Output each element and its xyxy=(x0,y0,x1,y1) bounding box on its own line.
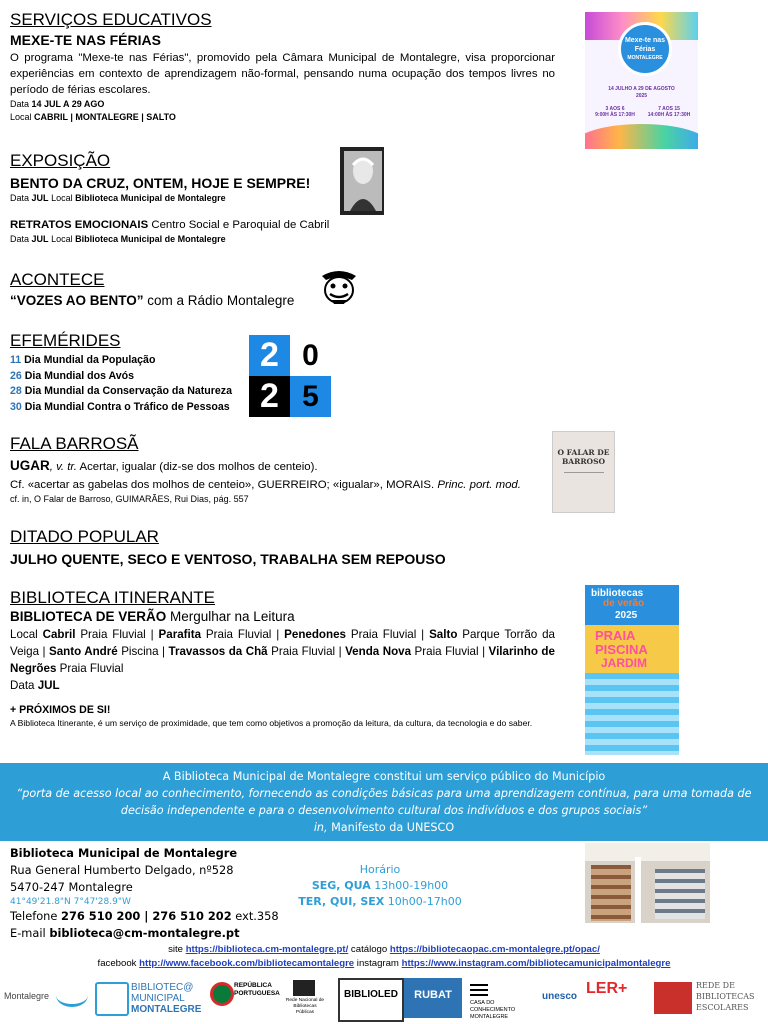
efemerides-heading: EFEMÉRIDES xyxy=(10,331,121,350)
montalegre-logo: Montalegre xyxy=(4,978,89,1018)
contact-coords: 41°49'21.8"N 7°47'28.9"W xyxy=(10,897,131,907)
section-itinerante xyxy=(10,588,555,729)
biblioteca-municipal-logo: BIBLIOTEC@ MUNICIPAL MONTALEGRE xyxy=(95,978,203,1018)
ler-logo: LER+ xyxy=(586,980,628,997)
bento-portrait xyxy=(338,143,388,218)
hours-block xyxy=(290,862,470,910)
mexe-te-poster: Mexe-te nas Férias MONTALEGRE 14 JULHO A 29 DE AGOSTO 2025 3 AOS 6 9:00H ÀS 17:30H 7 AOS 15 14:00H ÀS 17:30H xyxy=(585,12,698,149)
library-photo xyxy=(585,843,710,923)
republica-logo: REPÚBLICA PORTUGUESA xyxy=(210,978,282,1018)
section-ditado xyxy=(10,527,570,568)
itinerante-places: Local Cabril Praia Fluvial | Parafita Praia Fluvial | Penedones Praia Fluvial | Salto Parque Torrão da Veiga | Santo André Piscina | Travassos da Chã Praia Fluvial | Venda Nova Praia Fluvial | Vilarinho de Negrões Praia Fluvial xyxy=(10,628,555,675)
acontece-heading: ACONTECE xyxy=(10,270,105,289)
section-servicos xyxy=(10,10,555,124)
exposicao-title: BENTO DA CRUZ, ONTEM, HOJE E SEMPRE! xyxy=(10,175,311,191)
poster-brand: MONTALEGRE xyxy=(627,55,663,61)
site-link[interactable]: https://biblioteca.cm-montalegre.pt/ xyxy=(185,944,349,955)
year-2025-graphic: 2 0 2 5 xyxy=(249,335,331,417)
servicos-heading: SERVIÇOS EDUCATIVOS xyxy=(10,10,212,29)
exposicao-heading: EXPOSIÇÃO xyxy=(10,151,111,170)
links-line2: facebook http://www.facebook.com/bibliotecamontalegre instagram https://www.instagram.com/bibliotecamunicipalmontalegre xyxy=(97,958,671,969)
links-line1: site https://biblioteca.cm-montalegre.pt/ catálogo https://bibliotecaopac.cm-montalegre.pt/opac/ xyxy=(168,944,600,955)
unesco-quote-band xyxy=(0,763,768,841)
hours-row: SEG, QUA 13h00-19h00 xyxy=(311,879,449,892)
contact-city: 5470-247 Montalegre xyxy=(10,880,133,894)
biblioled-logo: BIBLIOLED xyxy=(338,978,404,1022)
hours-row: TER, QUI, SEX 10h00-17h00 xyxy=(298,895,462,908)
efemeride-item: 26 Dia Mundial dos Avós xyxy=(10,369,135,382)
ditado-heading: DITADO POPULAR xyxy=(10,527,159,546)
biblioteca-verao-poster: bibliotecas de verão 2025 PRAIA PISCINA JARDIM xyxy=(585,585,679,755)
facebook-link[interactable]: http://www.facebook.com/bibliotecamontalegre xyxy=(139,958,355,969)
rubat-logo: RUBAT xyxy=(404,978,462,1018)
contact-street: Rua General Humberto Delgado, nº528 xyxy=(10,863,234,877)
efemeride-item: 30 Dia Mundial Contra o Tráfico de Pessoas xyxy=(10,400,230,413)
contact-phone: Telefone 276 510 200 | 276 510 202 ext.358 xyxy=(10,909,279,923)
fala-source: cf. in, O Falar de Barroso, GUIMARÃES, Rui Dias, pág. 557 xyxy=(10,494,249,504)
band-line1: A Biblioteca Municipal de Montalegre constitui um serviço público do Município xyxy=(162,770,606,783)
itinerante-data: Data JUL xyxy=(10,679,60,692)
exposicao-meta: Data JUL Local Biblioteca Municipal de Montalegre xyxy=(10,193,226,203)
contact-block xyxy=(10,845,279,942)
contact-email[interactable]: E-mail biblioteca@cm-montalegre.pt xyxy=(10,926,240,940)
hours-title: Horário xyxy=(359,863,401,876)
retratos-meta: Data JUL Local Biblioteca Municipal de Montalegre xyxy=(10,234,226,244)
itinerante-title: BIBLIOTECA DE VERÃO Mergulhar na Leitura xyxy=(10,609,295,624)
servicos-body: O programa "Mexe-te nas Férias", promovido pela Câmara Municipal de Montalegre, visa proporcionar experiências em contexto de aprendizagem não-formal, pensando numa ocupação dos tempos livres no período de férias escolares. xyxy=(10,52,555,96)
unesco-logo: unesco xyxy=(542,991,578,1002)
retratos-line: RETRATOS EMOCIONAIS Centro Social e Paroquial de Cabril xyxy=(10,219,330,231)
efemeride-item: 11 Dia Mundial da População xyxy=(10,354,156,366)
fala-definition: UGAR, v. tr. Acertar, igualar (diz-se dos molhos de centeio). xyxy=(10,458,318,473)
section-exposicao xyxy=(10,151,340,246)
rede-nacional-logo: Rede Nacional de Bibliotecas Públicas xyxy=(285,978,325,1018)
catalog-link[interactable]: https://bibliotecaopac.cm-montalegre.pt/opac/ xyxy=(389,944,600,955)
rbe-logo: REDE DE BIBLIOTECAS ESCOLARES xyxy=(654,978,764,1018)
section-acontece xyxy=(10,270,340,309)
fala-cf: Cf. «acertar as gabelas dos molhos de centeio», GUERREIRO; «igualar», MORAIS. Princ. port. mod. xyxy=(10,479,521,491)
fala-heading: FALA BARROSÃ xyxy=(10,434,139,453)
contact-name: Biblioteca Municipal de Montalegre xyxy=(10,846,238,860)
itinerante-heading: BIBLIOTECA ITINERANTE xyxy=(10,588,215,607)
efemeride-item: 28 Dia Mundial da Conservação da Natureza xyxy=(10,385,232,397)
section-efemerides xyxy=(10,331,250,415)
ditado-text: JULHO QUENTE, SECO E VENTOSO, TRABALHA SEM REPOUSO xyxy=(10,551,446,567)
section-fala xyxy=(10,434,550,506)
caricature-icon xyxy=(316,266,362,308)
partner-logos xyxy=(0,978,768,1018)
falar-barroso-book: O FALAR DE BARROSO xyxy=(552,431,615,513)
acontece-line: “VOZES AO BENTO” com a Rádio Montalegre xyxy=(10,293,295,308)
casa-conhecimento-logo: CASA DO CONHECIMENTO MONTALEGRE xyxy=(470,978,536,1018)
poster-title: Mexe-te nas Férias xyxy=(624,37,666,53)
instagram-link[interactable]: https://www.instagram.com/bibliotecamunicipalmontalegre xyxy=(401,958,671,969)
proximos-title: + PRÓXIMOS DE SI! xyxy=(10,704,111,716)
proximos-text: A Biblioteca Itinerante, é um serviço de proximidade, que tem como objetivos a promoção da leitura, da cultura, da tecnologia e do saber. xyxy=(10,718,533,728)
band-quote: “porta de acesso local ao conhecimento, fornecendo as condições básicas para uma aprendizagem contínua, para uma tomada de decisão independente e para o desenvolvimento cultural dos indivíduos e dos grupos sociais” xyxy=(16,787,752,817)
servicos-data: Data 14 JUL A 29 AGO xyxy=(10,99,105,109)
band-source: in, Manifesto da UNESCO xyxy=(313,821,455,834)
servicos-title: MEXE-TE NAS FÉRIAS xyxy=(10,32,161,48)
servicos-local: Local CABRIL | MONTALEGRE | SALTO xyxy=(10,112,176,122)
